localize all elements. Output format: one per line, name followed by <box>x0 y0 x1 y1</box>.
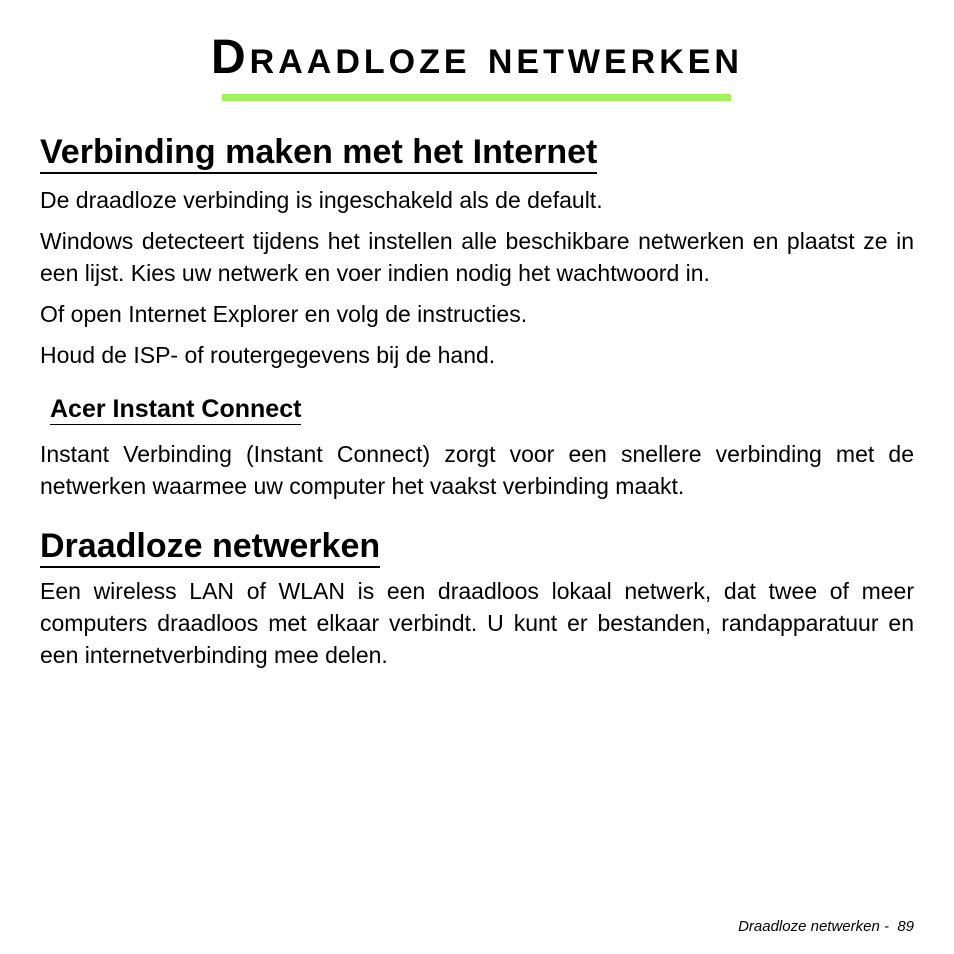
footer-separator: - <box>879 918 898 935</box>
subsection-acer-instant-connect <box>40 394 914 502</box>
section-wireless-networks <box>40 526 914 671</box>
section-heading: Verbinding maken met het Internet <box>40 132 597 174</box>
paragraph: De draadloze verbinding is ingeschakeld als de default. <box>40 187 603 213</box>
chapter-title-rule <box>222 94 731 101</box>
chapter-title: Draadloze netwerken <box>211 31 743 84</box>
page-footer <box>738 917 914 937</box>
paragraph: Een wireless LAN of WLAN is een draadloos lokaal netwerk, dat twee of meer computers draadloos met elkaar verbindt. U kunt er bestanden, randapparatuur en een internetverbinding mee delen. <box>40 578 914 668</box>
page-number: 89 <box>897 918 914 935</box>
paragraph: Instant Verbinding (Instant Connect) zorgt voor een snellere verbinding met de netwerken waarmee uw computer het vaakst verbinding maakt. <box>40 441 914 499</box>
section-internet-connection <box>40 132 914 502</box>
page-content <box>40 132 914 671</box>
paragraph: Houd de ISP- of routergegevens bij de hand. <box>40 342 496 368</box>
section-heading: Draadloze netwerken <box>40 526 380 568</box>
subsection-heading: Acer Instant Connect <box>50 395 302 423</box>
paragraph: Of open Internet Explorer en volg de instructies. <box>40 301 528 327</box>
paragraph: Windows detecteert tijdens het instellen alle beschikbare netwerken en plaatst ze in een lijst. Kies uw netwerk en voer indien nodig het wachtwoord in. <box>40 228 914 286</box>
footer-section-title: Draadloze netwerken <box>738 918 880 935</box>
